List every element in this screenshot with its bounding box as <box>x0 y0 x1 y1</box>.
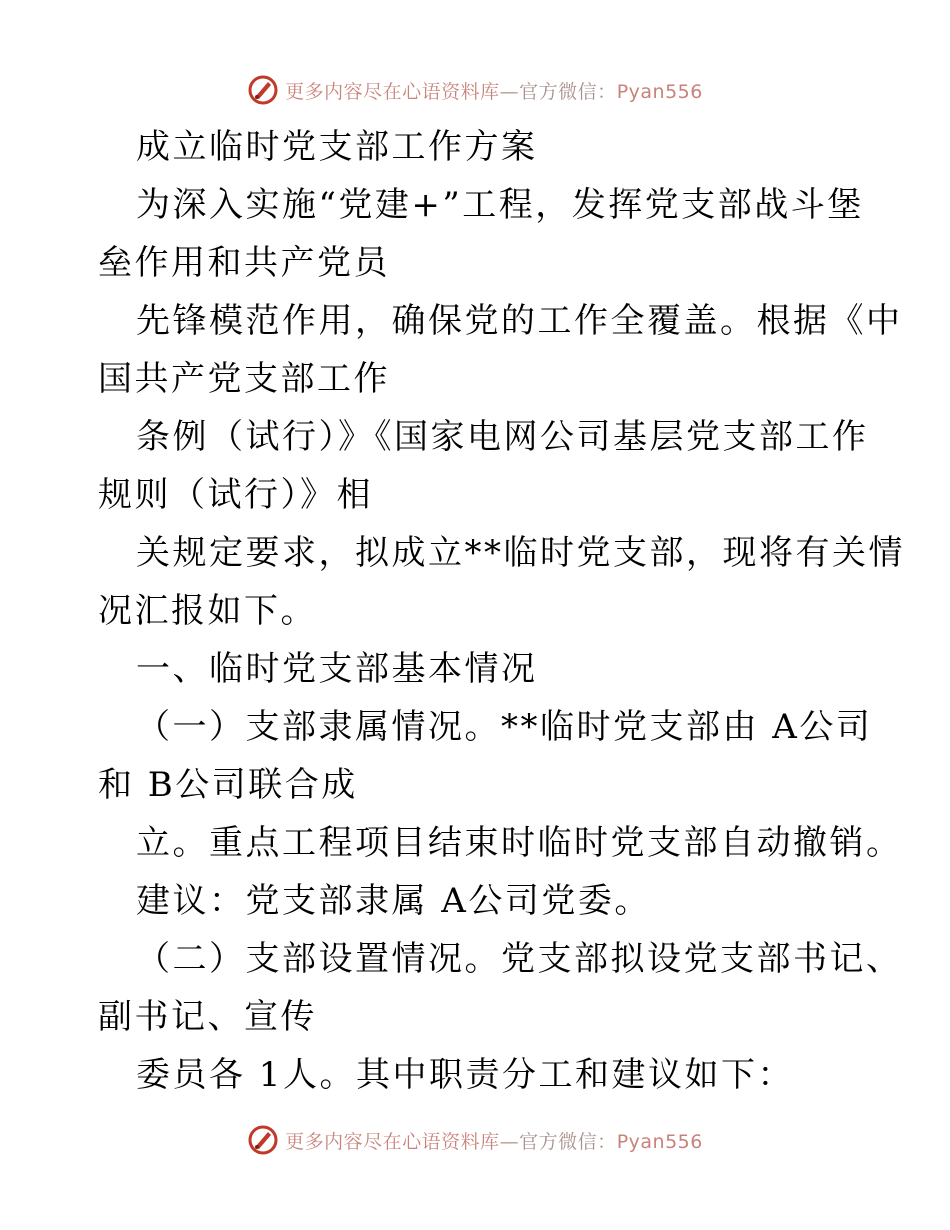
paragraph-line: （一）支部隶属情况。**临时党支部由 A公司 <box>136 707 873 747</box>
watermark-brand: 更多内容尽在心语资料库 <box>285 80 500 103</box>
paragraph-line: 副书记、宣传 <box>98 997 317 1037</box>
watermark-header <box>0 72 950 108</box>
brand-logo-icon <box>247 74 279 106</box>
watermark-wechat-label: 官方微信： <box>519 1130 617 1153</box>
document-title: 成立临时党支部工作方案 <box>136 127 538 167</box>
paragraph-line: 委员各 1人。其中职责分工和建议如下： <box>136 1055 794 1095</box>
watermark-dash: — <box>499 1130 520 1153</box>
paragraph-line: 为深入实施“党建+”工程，发挥党支部战斗堡 <box>136 185 864 225</box>
watermark-dash: — <box>499 80 520 103</box>
watermark-wechat-id: Pyan556 <box>616 80 703 103</box>
brand-logo-icon <box>247 1124 279 1156</box>
watermark-footer <box>0 1122 950 1158</box>
paragraph-line: 况汇报如下。 <box>98 591 317 631</box>
watermark-wechat-label: 官方微信： <box>519 80 617 103</box>
watermark-brand: 更多内容尽在心语资料库 <box>285 1130 500 1153</box>
section-heading: 一、临时党支部基本情况 <box>136 649 538 689</box>
watermark-wechat-id: Pyan556 <box>616 1130 703 1153</box>
paragraph-line: 立。重点工程项目结束时临时党支部自动撤销。 <box>136 823 903 863</box>
paragraph-line: 国共产党支部工作 <box>98 359 390 399</box>
paragraph-line: 先锋模范作用，确保党的工作全覆盖。根据《中 <box>136 301 903 341</box>
watermark-text <box>285 1127 703 1154</box>
paragraph-line: 规则（试行）》相 <box>98 475 373 515</box>
paragraph-line: 和 B公司联合成 <box>98 765 358 805</box>
document-body <box>98 118 905 1104</box>
paragraph-line: 条例（试行）》《国家电网公司基层党支部工作 <box>136 417 869 457</box>
watermark-text <box>285 77 703 104</box>
paragraph-line: 建议：党支部隶属 A公司党委。 <box>136 881 651 921</box>
paragraph-line: （二）支部设置情况。党支部拟设党支部书记、 <box>136 939 903 979</box>
paragraph-line: 关规定要求，拟成立**临时党支部，现将有关情 <box>136 533 905 573</box>
paragraph-line: 垒作用和共产党员 <box>98 243 390 283</box>
